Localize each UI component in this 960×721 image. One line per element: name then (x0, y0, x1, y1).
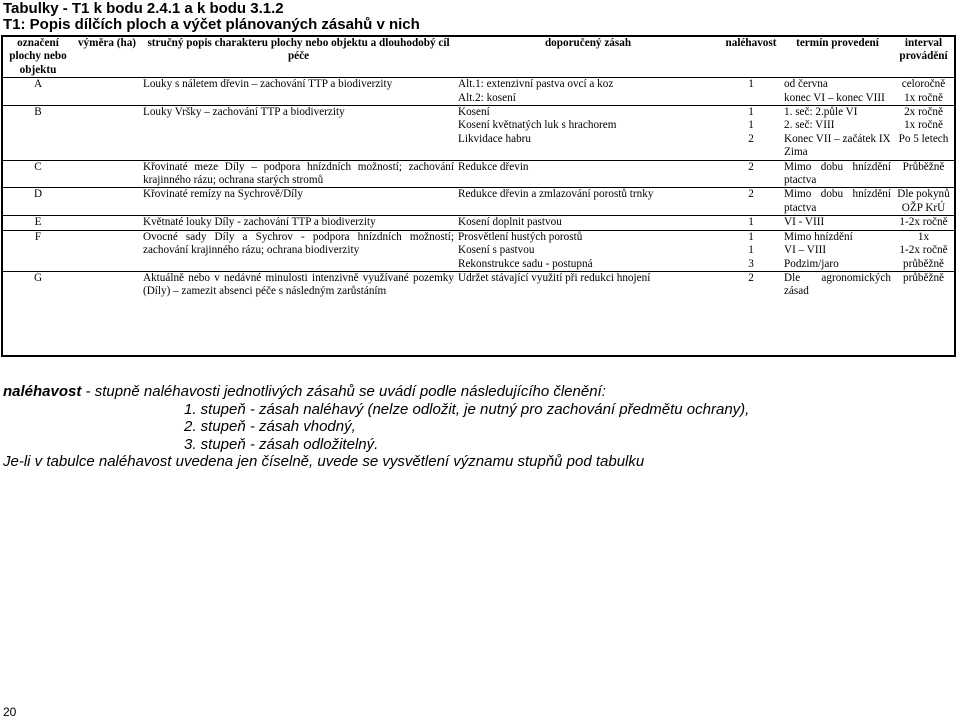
cell-interval (893, 271, 954, 298)
cell-urgency-line: 2 (748, 271, 754, 284)
cell-interval-line: 1x ročně (904, 91, 943, 104)
cell-description: Louky Vršky – zachování TTP a biodiverzity (143, 106, 345, 119)
cell-interval-line: Dle pokynů OŽP KrÚ (897, 188, 950, 214)
cell-urgency (720, 216, 782, 230)
legend-intro (3, 383, 953, 401)
header-description: stručný popis charakteru plochy nebo objektu a dlouhodobý cíl péče (147, 37, 450, 63)
cell-urgency-line: 2 (748, 160, 754, 173)
table-row (3, 216, 954, 230)
header-urgency: naléhavost (725, 37, 777, 49)
header-interval: interval provádění (899, 37, 948, 63)
cell-term-line: Podzim/jaro (784, 257, 839, 270)
cell-term-line: VI - VIII (784, 216, 825, 229)
cell-interval-line: průběžně (903, 257, 944, 270)
cell-measure (456, 160, 720, 188)
cell-description: Ovocné sady Díly a Sychrov - podpora hnízdních možností; zachování krajinného rázu; ochrana biodiverzity (143, 230, 454, 257)
cell-urgency-line: 2 (748, 188, 754, 201)
cell-urgency (720, 160, 782, 188)
cell-term-line: Mimo dobu hnízdění ptactva (784, 188, 891, 214)
cell-measure-line: Kosení květnatých luk s hrachorem (458, 119, 617, 132)
table-row (3, 106, 954, 161)
cell-area (73, 216, 141, 230)
cell-measure (456, 230, 720, 271)
header-id: označení plochy nebo objektu (9, 37, 67, 76)
table-row (3, 271, 954, 298)
cell-urgency-line: 3 (748, 257, 754, 270)
cell-measure (456, 106, 720, 161)
cell-id: B (34, 106, 42, 119)
cell-interval-line: 2x ročně (904, 106, 943, 119)
cell-urgency-line: 1 (748, 78, 754, 91)
cell-term-line: od června (784, 78, 828, 91)
legend-item: 2. stupeň - zásah vhodný, (184, 418, 356, 435)
cell-id: C (34, 160, 42, 173)
cell-interval-line: Průběžně (902, 160, 945, 173)
cell-interval-line: průběžně (903, 271, 944, 284)
cell-term (782, 188, 893, 216)
cell-measure-line: Kosení (458, 106, 490, 119)
header-area: výměra (ha) (77, 37, 137, 49)
cell-urgency (720, 271, 782, 298)
cell-interval-line: 1-2x ročně (899, 216, 948, 229)
cell-term (782, 78, 893, 106)
legend-note: Je-li v tabulce naléhavost uvedena jen číselně, uvede se vysvětlení významu stupňů pod tabulku (3, 453, 645, 470)
page-number: 20 (3, 705, 17, 719)
cell-urgency-line: 1 (748, 230, 754, 243)
cell-interval-line: 1x ročně (904, 119, 943, 132)
cell-interval (893, 160, 954, 188)
cell-id: F (34, 230, 42, 243)
document-heading: Tabulky - T1 k bodu 2.4.1 a k bodu 3.1.2 (3, 0, 284, 17)
cell-interval (893, 78, 954, 106)
cell-urgency-line: 2 (748, 132, 754, 145)
cell-measure (456, 271, 720, 298)
cell-measure-line: Prosvětlení hustých porostů (458, 230, 583, 243)
cell-interval (893, 230, 954, 271)
cell-area (73, 160, 141, 188)
measures-table (3, 37, 954, 299)
cell-measure-line: Kosení s pastvou (458, 244, 535, 257)
cell-measure-line: Rekonstrukce sadu - postupná (458, 257, 593, 270)
cell-description: Květnaté louky Díly - zachování TTP a biodiverzity (143, 216, 376, 229)
cell-measure-line: Udržet stávající využití při redukci hnojení (458, 271, 651, 284)
cell-id: D (33, 188, 43, 201)
cell-interval (893, 106, 954, 161)
cell-measure (456, 188, 720, 216)
cell-area (73, 106, 141, 161)
cell-area (73, 230, 141, 271)
cell-term-line: 1. seč: 2.půle VI (784, 106, 858, 119)
cell-urgency (720, 78, 782, 106)
cell-urgency-line: 1 (748, 216, 754, 229)
cell-term-line: Konec VII – začátek IX (784, 132, 891, 145)
legend-item: 3. stupeň - zásah odložitelný. (184, 435, 379, 453)
legend-title: naléhavost (3, 383, 82, 400)
cell-urgency-line: 1 (748, 106, 754, 119)
cell-term-line: 2. seč: VIII (784, 119, 835, 132)
cell-measure (456, 216, 720, 230)
cell-measure-line: Redukce dřevin a zmlazování porostů trnky (458, 188, 654, 201)
cell-id: E (34, 216, 42, 229)
cell-measure-line: Redukce dřevin (458, 160, 529, 173)
legend-item: 1. stupeň - zásah naléhavý (nelze odložit, je nutný pro zachování předmětu ochrany), (184, 400, 750, 418)
cell-measure-line: Kosení doplnit pastvou (458, 216, 562, 229)
cell-interval-line: 1-2x ročně (899, 244, 948, 257)
cell-interval (893, 216, 954, 230)
cell-term (782, 216, 893, 230)
cell-measure-line: Alt.2: kosení (458, 91, 516, 104)
table-row (3, 188, 954, 216)
cell-urgency-line: 1 (748, 244, 754, 257)
cell-term-line: Zima (784, 146, 808, 159)
cell-term-line: konec VI – konec VIII (784, 91, 885, 104)
table-header-row (3, 37, 954, 78)
table-row (3, 160, 954, 188)
legend-intro-text: - stupně naléhavosti jednotlivých zásahů se uvádí podle následujícího členění: (81, 383, 606, 400)
cell-area (73, 188, 141, 216)
header-measure: doporučený zásah (544, 37, 632, 49)
cell-term (782, 160, 893, 188)
cell-urgency (720, 106, 782, 161)
cell-interval-line: Po 5 letech (898, 132, 949, 145)
cell-term (782, 230, 893, 271)
cell-area (73, 271, 141, 298)
cell-term (782, 106, 893, 161)
cell-term-line: Mimo hnízdění (784, 230, 853, 243)
cell-measure-line: Alt.1: extenzivní pastva ovcí a koz (458, 78, 614, 91)
cell-description: Křovinaté remízy na Sychrově/Díly (143, 188, 303, 201)
cell-term-line: Mimo dobu hnízdění ptactva (784, 160, 891, 187)
cell-description: Křovinaté meze Díly – podpora hnízdních možností; zachování krajinného rázu; ochrana starých stromů (143, 160, 454, 187)
cell-id: A (33, 78, 43, 91)
header-term: termín provedení (796, 37, 879, 49)
cell-measure-line: Likvidace habru (458, 132, 531, 145)
cell-term-line: Dle agronomických zásad (784, 271, 891, 298)
cell-area (73, 78, 141, 106)
cell-term-line: VI – VIII (784, 244, 827, 257)
cell-term (782, 271, 893, 298)
cell-urgency-line: 1 (748, 119, 754, 132)
cell-interval-line: celoročně (901, 78, 946, 91)
cell-id: G (33, 271, 43, 284)
table-title: T1: Popis dílčích ploch a výčet plánovaných zásahů v nich (3, 16, 420, 33)
cell-interval-line: 1x (917, 230, 930, 243)
cell-description: Aktuálně nebo v nedávné minulosti intenzivně využívané pozemky (Díly) – zamezit absenci péče s následným zarůstáním (143, 271, 454, 298)
cell-description: Louky s náletem dřevin – zachování TTP a biodiverzity (143, 78, 393, 91)
cell-measure (456, 78, 720, 106)
cell-interval (893, 188, 954, 216)
table-row (3, 78, 954, 106)
cell-urgency (720, 188, 782, 216)
table-row (3, 230, 954, 271)
cell-urgency (720, 230, 782, 271)
urgency-legend (3, 383, 953, 471)
